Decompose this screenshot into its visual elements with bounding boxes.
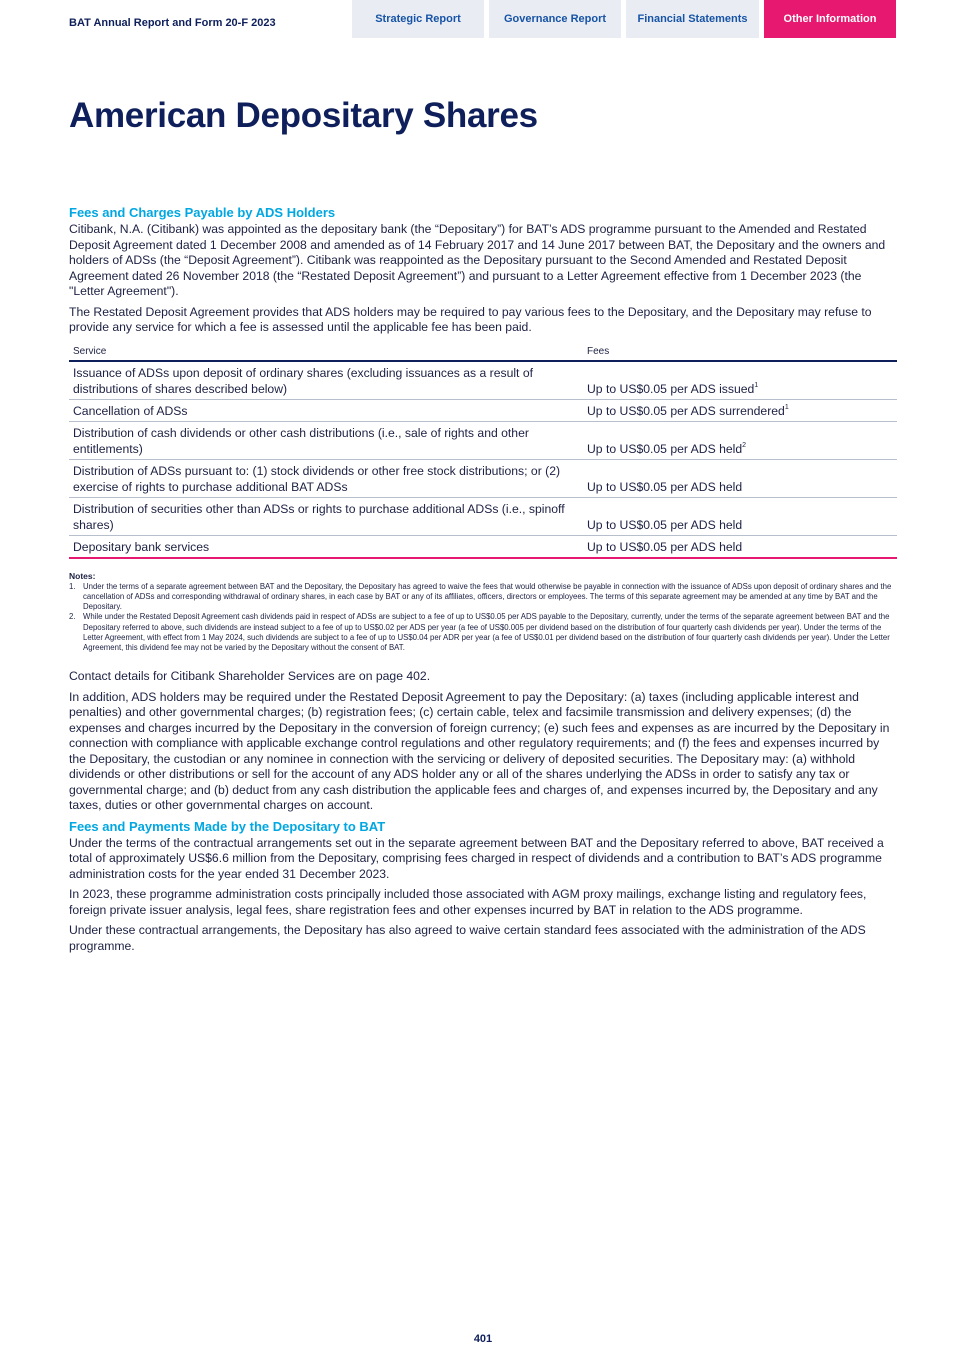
fee-text: Up to US$0.05 per ADS issued <box>587 381 755 396</box>
paragraph: Citibank, N.A. (Citibank) was appointed as the depositary bank (the “Depositary”) for BAT’s ADS programme pursuant to the Amended and Restated Deposit Agreement dated 1 December 2008 and amended as of 14 February 2017 and 14 June 2017 between BAT, the Depositary and the owners and holders of ADSs (the “Deposit Agreement”). Citibank was reappointed as the Depositary pursuant to the Second Amended and Restated Deposit Agreement dated 26 November 2018 (the “Restated Deposit Agreement”) and pursuant to a Letter Agreement effective from 1 December 2023 (the "Letter Agreement"). <box>69 222 886 298</box>
main-content <box>69 205 897 959</box>
service-cell: Cancellation of ADSs <box>69 399 583 421</box>
footnote-ref: 1 <box>754 381 759 389</box>
page-title: American Depositary Shares <box>69 96 538 135</box>
paragraph: Under these contractual arrangements, the Depositary has also agreed to waive certain standard fees associated with the administration of the ADS programme. <box>69 923 866 953</box>
page-number: 401 <box>473 1333 493 1345</box>
table-row <box>69 361 897 400</box>
notes-title: Notes: <box>69 570 96 581</box>
fees-table <box>69 344 897 559</box>
service-cell: Depositary bank services <box>69 535 583 558</box>
tab-financial-statements[interactable]: Financial Statements <box>626 0 759 38</box>
section-heading-payments-to-bat: Fees and Payments Made by the Depositary to BAT <box>69 818 386 834</box>
table-row <box>69 399 897 421</box>
tab-other-information[interactable]: Other Information <box>764 0 896 38</box>
paragraph: In addition, ADS holders may be required under the Restated Deposit Agreement to pay the Depositary: (a) taxes (including applicable interest and penalties) and other governmental charges; (b) registration fees; (c) certain cable, telex and facsimile transmission and delivery expenses; (d) the expenses and charges incurred by the Depositary in the conversion of foreign currency; (e) such fees and expenses as are incurred by the Depositary in connection with compliance with applicable exchange control regulations and other regulatory requirements; and (f) the fees and expenses incurred by the Depositary, the custodian or any nominee in connection with the servicing or delivery of deposited securities. The Depositary may: (a) withhold dividends or other distributions or sell for the account of any ADS holder any or all of the shares underlying the ADSs in order to satisfy any tax or governmental charge; and (b) deduct from any cash distribution the applicable fees and charges of, and expenses incurred by, the Depositary and any taxes, duties or other governmental charges on account. <box>69 689 890 813</box>
fee-cell <box>583 399 897 421</box>
table-row <box>69 459 897 497</box>
table-row <box>69 497 897 535</box>
paragraph: Under the terms of the contractual arrangements set out in the separate agreement between BAT and the Depositary referred to above, BAT received a total of approximately US$6.6 million from the Depositary, comprising fees charged in respect of dividends and a contribution to BAT’s ADS programme administration costs for the year ended 31 December 2023. <box>69 835 884 881</box>
service-cell: Distribution of securities other than ADSs or rights to purchase additional ADSs (i.e., spinoff shares) <box>69 497 583 535</box>
service-cell: Distribution of cash dividends or other cash distributions (i.e., sale of rights and other entitlements) <box>69 421 583 459</box>
table-row <box>69 421 897 459</box>
top-navigation <box>0 0 966 38</box>
tab-governance-report[interactable]: Governance Report <box>489 0 621 38</box>
fee-cell <box>583 361 897 400</box>
service-cell: Distribution of ADSs pursuant to: (1) stock dividends or other free stock distributions; or (2) exercise of rights to purchase additional BAT ADSs <box>69 459 583 497</box>
column-header-fees: Fees <box>583 344 897 361</box>
footnote-ref: 1 <box>784 403 789 411</box>
note-item <box>69 582 897 613</box>
note-text: Under the terms of a separate agreement between BAT and the Depositary, the Depositary has agreed to waive the fees that would otherwise be payable in connection with the issuance of ADSs upon deposit of ordinary shares and the cancellation of ADSs and corresponding withdrawal of ordinary shares, in each case by BAT or any of its affiliates, officers, directors or employees. The terms of this separate agreement may be amended at any time by BAT and the Depositary. <box>83 581 892 612</box>
fee-text: Up to US$0.05 per ADS held <box>587 441 743 456</box>
fee-cell: Up to US$0.05 per ADS held <box>583 459 897 497</box>
note-number: 1. <box>69 581 76 591</box>
notes <box>69 571 897 654</box>
service-cell: Issuance of ADSs upon deposit of ordinary shares (excluding issuances as a result of distributions of shares described below) <box>69 361 583 400</box>
paragraph: In 2023, these programme administration costs principally included those associated with AGM proxy mailings, exchange listing and regulatory fees, foreign private issuer analysis, legal fees, share registration fees and other expenses incurred by BAT in relation to the ADS programme. <box>69 887 867 917</box>
report-title: BAT Annual Report and Form 20-F 2023 <box>69 17 276 29</box>
note-text: While under the Restated Deposit Agreement cash dividends paid in respect of ADSs are subject to a fee of up to US$0.05 per ADS payable to the Depositary, currently, under the terms of the separate agreement between BAT and the Depositary referred to above, such dividends are instead subject to a fee of up to US$0.02 per ADS per year (a fee of US$0.005 per dividend based on the distribution of four quarterly cash dividends per year). Under the terms of the Letter Agreement, with effect from 1 May 2024, such dividends are subject to a fee of up to US$0.04 per ADR per year (a fee of US$0.01 per dividend based on the distribution of four quarterly cash dividends per year). Under the Letter Agreement, this dividend fee may not be varied by the Depositary without the consent of BAT. <box>83 612 890 652</box>
note-number: 2. <box>69 612 76 622</box>
table-header-row <box>69 344 897 361</box>
fee-cell <box>583 421 897 459</box>
paragraph: The Restated Deposit Agreement provides that ADS holders may be required to pay various fees to the Depositary, and the Depositary may refuse to provide any service for which a fee is assessed until the applicable fee has been paid. <box>69 304 872 334</box>
fee-cell: Up to US$0.05 per ADS held <box>583 535 897 558</box>
table-row <box>69 535 897 558</box>
column-header-service: Service <box>69 344 583 361</box>
contact-paragraph: Contact details for Citibank Shareholder Services are on page 402. <box>69 669 431 684</box>
footnote-ref: 2 <box>742 441 747 449</box>
fee-text: Up to US$0.05 per ADS surrendered <box>587 403 785 418</box>
tab-strategic-report[interactable]: Strategic Report <box>352 0 484 38</box>
section-heading-fees-charges: Fees and Charges Payable by ADS Holders <box>69 205 336 220</box>
note-item <box>69 612 897 653</box>
fee-cell: Up to US$0.05 per ADS held <box>583 497 897 535</box>
